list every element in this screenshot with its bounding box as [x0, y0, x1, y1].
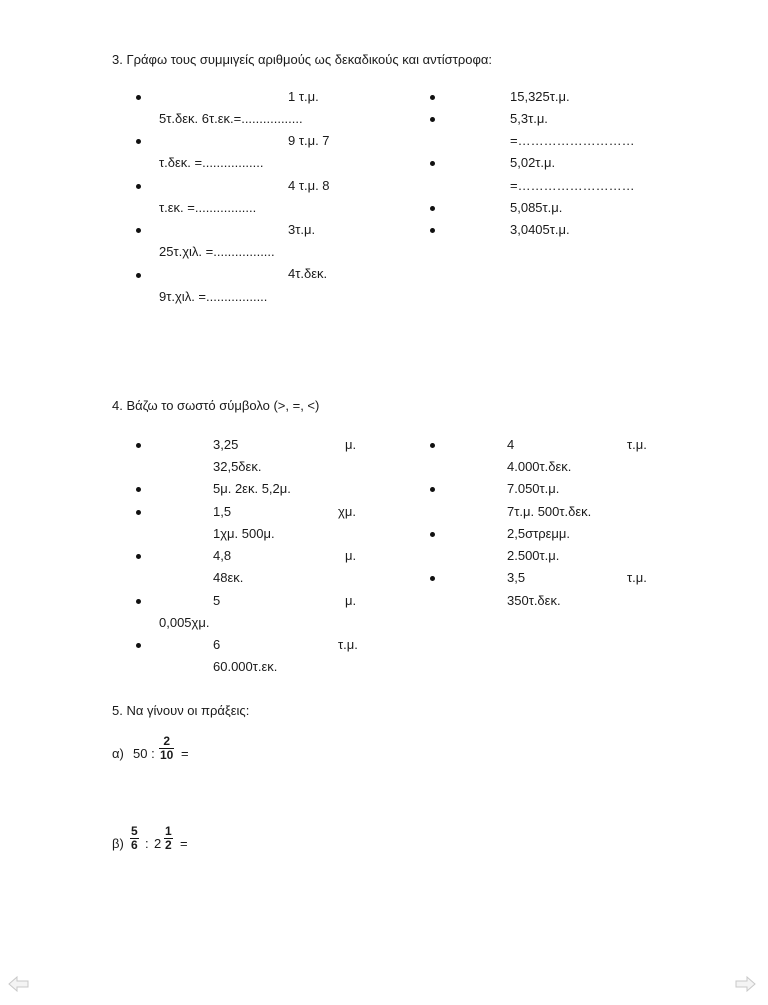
q3-left-4-line2: 25τ.χιλ. =.................	[159, 244, 275, 259]
bullet	[136, 510, 141, 515]
q4-left-1-unit: μ.	[345, 437, 357, 452]
q4-right-3-a: 2,5στρεμμ.	[507, 526, 571, 541]
bullet	[136, 643, 141, 648]
q3-right-3: 5,02τ.μ.	[510, 155, 556, 170]
q5a-denominator: 10	[160, 748, 174, 762]
q4-right-4-unit: τ.μ.	[627, 570, 647, 585]
q3-left-1-line2: 5τ.δεκ. 6τ.εκ.=.................	[159, 111, 303, 126]
bullet	[430, 228, 435, 233]
q5b-whole: 2	[154, 836, 162, 851]
q4-left-6-b: 60.000τ.εκ.	[213, 659, 278, 674]
q4-left-5-unit: μ.	[345, 593, 357, 608]
q5a-label: α)	[112, 746, 124, 761]
bullet	[136, 95, 141, 100]
q4-left-3-a: 1,5	[213, 504, 232, 519]
q5-title: 5. Να γίνουν οι πράξεις:	[112, 703, 250, 718]
q3-left-2-line1: 9 τ.μ. 7	[288, 133, 330, 148]
bullet	[136, 228, 141, 233]
q3-right-2: 5,3τ.μ.	[510, 111, 548, 126]
q4-left-4-a: 4,8	[213, 548, 232, 563]
q5a-numerator: 2	[159, 735, 174, 749]
q4-right-2-a: 7.050τ.μ.	[507, 481, 560, 496]
q5b-fraction-2	[164, 825, 173, 852]
q5b-numerator-1: 5	[131, 824, 138, 838]
bullet	[430, 95, 435, 100]
q4-left-4-unit: μ.	[345, 548, 357, 563]
bullet	[136, 554, 141, 559]
q4-left-6-unit: τ.μ.	[338, 637, 358, 652]
q5b-denominator-1: 6	[131, 838, 138, 852]
q4-left-1-a: 3,25	[213, 437, 239, 452]
q4-right-1-b: 4.000τ.δεκ.	[507, 459, 572, 474]
bullet	[430, 487, 435, 492]
q4-left-1-b: 32,5δεκ.	[213, 459, 262, 474]
q4-left-4-b: 48εκ.	[213, 570, 244, 585]
q3-right-5: 3,0405τ.μ.	[510, 222, 570, 237]
q3-left-4-line1: 3τ.μ.	[288, 222, 316, 237]
q4-left-3-b: 1χμ. 500μ.	[213, 526, 275, 541]
q4-right-4-a: 3,5	[507, 570, 526, 585]
q4-left-3-unit: χμ.	[338, 504, 356, 519]
arrow-left-icon[interactable]	[8, 976, 30, 992]
q5a-fraction	[159, 735, 174, 762]
arrow-right-icon[interactable]	[734, 976, 756, 992]
bullet	[430, 576, 435, 581]
q4-right-1-a: 4	[507, 437, 515, 452]
bullet	[430, 161, 435, 166]
bullet	[136, 487, 141, 492]
bullet	[136, 184, 141, 189]
bullet	[136, 443, 141, 448]
q4-left-2-a: 5μ. 2εκ. 5,2μ.	[213, 481, 291, 496]
bullet	[136, 139, 141, 144]
q5a-lead: 50 :	[133, 746, 155, 761]
q5b-colon: :	[145, 836, 149, 851]
q5b-numerator-2: 1	[165, 824, 172, 838]
q3-left-2-line2: τ.δεκ. =.................	[159, 155, 264, 170]
q4-right-2-b: 7τ.μ. 500τ.δεκ.	[507, 504, 592, 519]
bullet	[430, 206, 435, 211]
q4-title: 4. Βάζω το σωστό σύμβολο (>, =, <)	[112, 398, 320, 413]
q5b-fraction-1	[130, 825, 139, 852]
bullet	[136, 273, 141, 278]
q3-left-5-line2: 9τ.χιλ. =.................	[159, 289, 268, 304]
q4-left-6-a: 6	[213, 637, 221, 652]
q3-right-1: 15,325τ.μ.	[510, 89, 570, 104]
bullet	[430, 443, 435, 448]
q5b-denominator-2: 2	[165, 838, 172, 852]
q3-title: 3. Γράφω τους συμμιγείς αριθμούς ως δεκαδικούς και αντίστροφα:	[112, 52, 493, 67]
q5b-label: β)	[112, 836, 124, 851]
q3-left-5-line1: 4τ.δεκ.	[288, 266, 328, 281]
q4-right-1-unit: τ.μ.	[627, 437, 647, 452]
q4-left-5-a: 5	[213, 593, 221, 608]
q3-right-4: 5,085τ.μ.	[510, 200, 563, 215]
q5a-equals: =	[181, 746, 189, 761]
bullet	[430, 532, 435, 537]
q5b-equals: =	[180, 836, 188, 851]
bullet	[136, 599, 141, 604]
q4-right-4-b: 350τ.δεκ.	[507, 593, 561, 608]
q3-right-2-extra: =………………………	[510, 133, 635, 148]
q4-left-5-b: 0,005χμ.	[159, 615, 210, 630]
q3-left-1-line1: 1 τ.μ.	[288, 89, 319, 104]
bullet	[430, 117, 435, 122]
q3-left-3-line1: 4 τ.μ. 8	[288, 178, 330, 193]
q4-right-3-b: 2.500τ.μ.	[507, 548, 560, 563]
q3-right-3-extra: =………………………	[510, 178, 635, 193]
q3-left-3-line2: τ.εκ. =.................	[159, 200, 257, 215]
